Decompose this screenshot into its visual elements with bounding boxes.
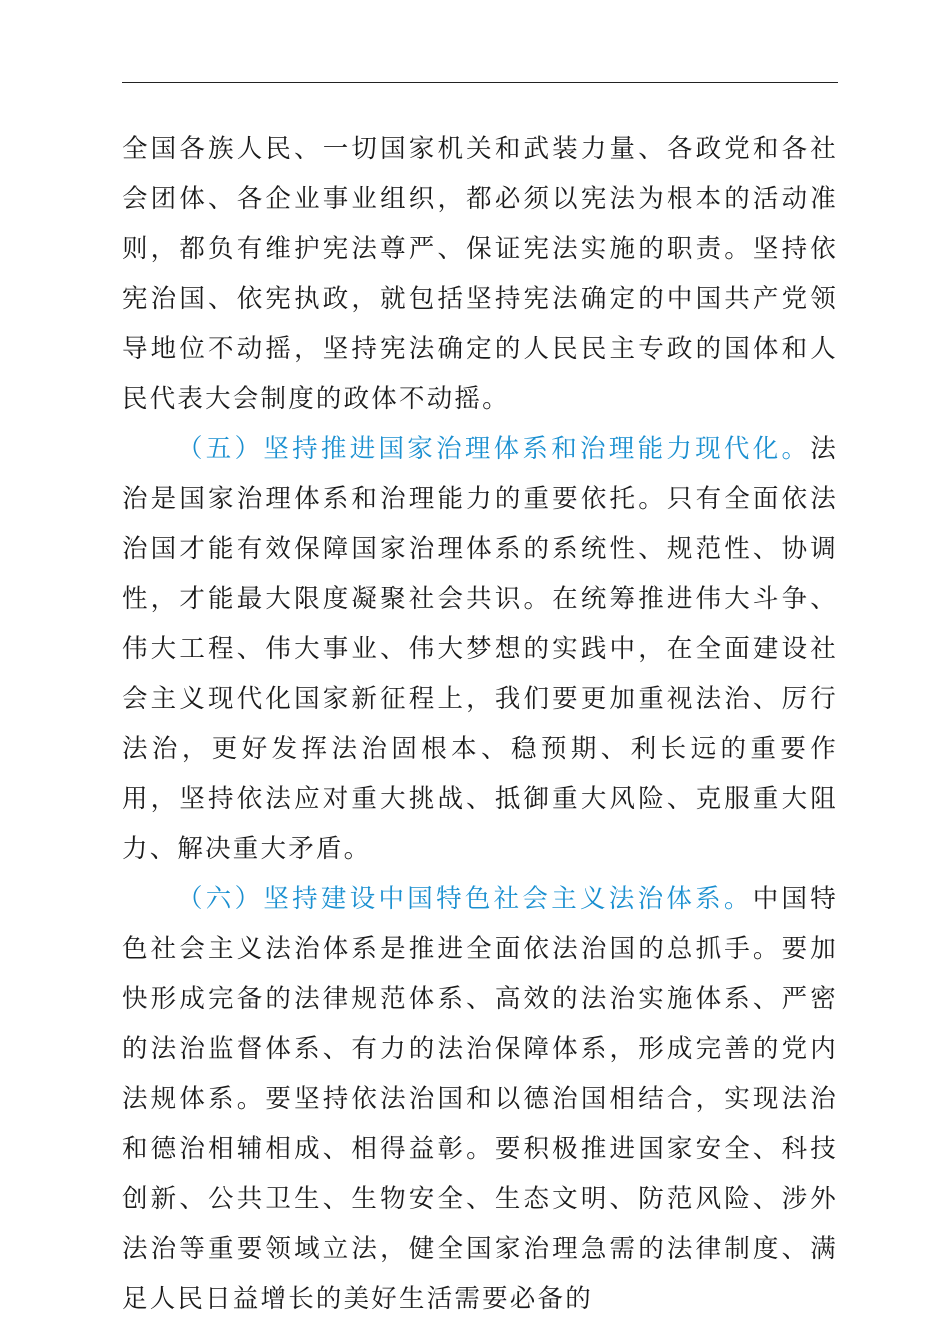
paragraph-section-6	[122, 874, 838, 1324]
paragraph-continuation	[122, 124, 838, 424]
document-body	[122, 124, 838, 1324]
paragraph-text: 全国各族人民、一切国家机关和武装力量、各政党和各社会团体、各企业事业组织，都必须以宪法为根本的活动准则，都负有维护宪法尊严、保证宪法实施的职责。坚持依宪治国、依宪执政，就包括坚持宪法确定的中国共产党领导地位不动摇，坚持宪法确定的人民民主专政的国体和人民代表大会制度的政体不动摇。	[122, 134, 838, 414]
paragraph-text: 法治是国家治理体系和治理能力的重要依托。只有全面依法治国才能有效保障国家治理体系的系统性、规范性、协调性，才能最大限度凝聚社会共识。在统筹推进伟大斗争、伟大工程、伟大事业、伟大梦想的实践中，在全面建设社会主义现代化国家新征程上，我们要更加重视法治、厉行法治，更好发挥法治固根本、稳预期、利长远的重要作用，坚持依法应对重大挑战、抵御重大风险、克服重大阻力、解决重大矛盾。	[122, 434, 838, 864]
header-rule	[122, 82, 838, 83]
section-heading-5: （五）坚持推进国家治理体系和治理能力现代化。	[177, 434, 811, 464]
section-heading-6: （六）坚持建设中国特色社会主义法治体系。	[177, 884, 753, 914]
paragraph-section-5	[122, 424, 838, 874]
paragraph-text: 中国特色社会主义法治体系是推进全面依法治国的总抓手。要加快形成完备的法律规范体系、高效的法治实施体系、严密的法治监督体系、有力的法治保障体系，形成完善的党内法规体系。要坚持依法治国和以德治国相结合，实现法治和德治相辅相成、相得益彰。要积极推进国家安全、科技创新、公共卫生、生物安全、生态文明、防范风险、涉外法治等重要领域立法，健全国家治理急需的法律制度、满足人民日益增长的美好生活需要必备的	[122, 884, 838, 1314]
